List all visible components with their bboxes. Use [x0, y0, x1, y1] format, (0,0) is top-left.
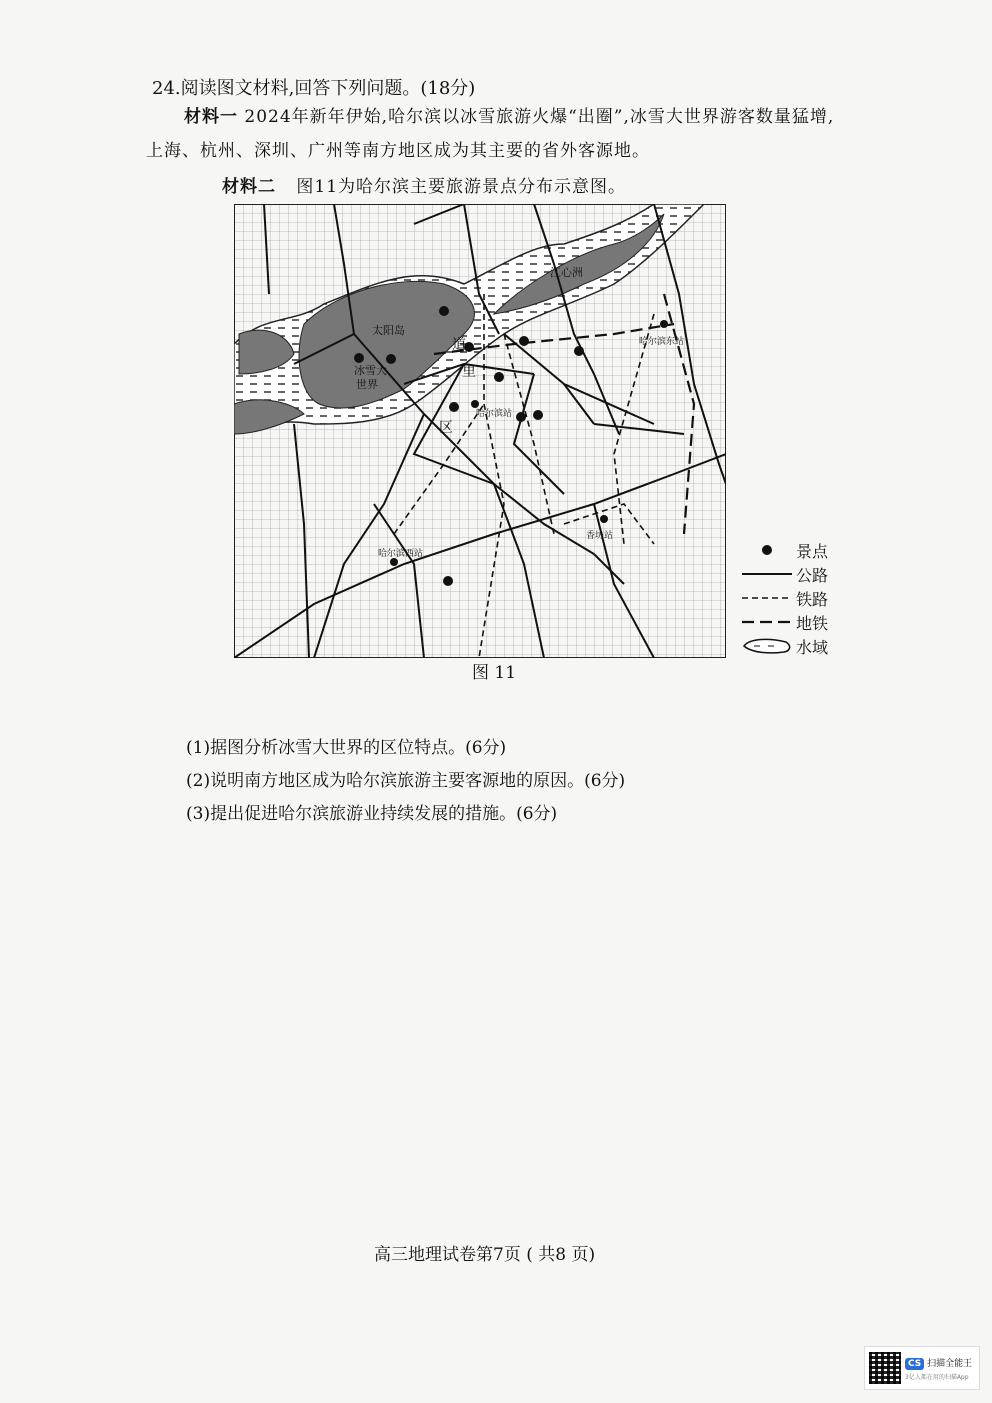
- label-district-2: 里: [462, 364, 476, 380]
- question-title: 24.阅读图文材料,回答下列问题。(18分): [152, 78, 476, 99]
- long-dash-line-icon: [738, 612, 796, 632]
- material-1-label: 材料一: [184, 107, 238, 127]
- label-xiangfang: 香坊站: [586, 531, 614, 541]
- label-harbin-west: 哈尔滨西站: [378, 549, 424, 559]
- legend-label: 铁路: [796, 589, 829, 609]
- label-district-1: 道: [452, 337, 466, 353]
- material-1-line1: 2024年新年伊始,哈尔滨以冰雪旅游火爆“出圈”,冰雪大世界游客数量猛增,: [244, 107, 835, 127]
- water-icon: [738, 636, 796, 656]
- label-harbin-station: 哈尔滨站: [476, 409, 513, 419]
- legend-item: [738, 538, 878, 562]
- legend-item: [738, 586, 878, 610]
- subquestion-2: (2)说明南方地区成为哈尔滨旅游主要客源地的原因。(6分): [186, 771, 626, 791]
- scanner-badge: [905, 1356, 972, 1381]
- cs-logo: CS: [905, 1358, 924, 1370]
- qr-code-icon: [869, 1352, 901, 1384]
- attraction-dot: [574, 346, 584, 356]
- label-district-3: 区: [439, 420, 453, 436]
- harbin-map: [234, 204, 726, 658]
- scanner-watermark: [864, 1346, 980, 1390]
- dashed-line-icon: [738, 588, 796, 608]
- map-legend: [738, 538, 878, 658]
- legend-label: 地铁: [796, 613, 829, 633]
- subquestion-3: (3)提出促进哈尔滨旅游业持续发展的措施。(6分): [186, 804, 558, 824]
- figure-caption: 图 11: [472, 663, 517, 683]
- attraction-dot: [386, 354, 396, 364]
- attraction-dot: [519, 336, 529, 346]
- station-marker: [660, 320, 668, 328]
- material-1: [146, 100, 964, 168]
- label-ice-world-1: 冰雪大: [354, 364, 387, 377]
- legend-label: 景点: [796, 541, 829, 561]
- legend-item: [738, 562, 878, 586]
- scanner-name: 扫描全能王: [927, 1358, 973, 1369]
- label-island: 太阳岛: [372, 324, 405, 337]
- attraction-dot: [494, 372, 504, 382]
- subquestion-1: (1)据图分析冰雪大世界的区位特点。(6分): [186, 738, 507, 758]
- attraction-dot: [443, 576, 453, 586]
- material-2: [222, 170, 626, 204]
- attraction-dot: [516, 412, 526, 422]
- page-footer: 高三地理试卷第7页 ( 共8 页): [374, 1245, 596, 1265]
- station-marker: [390, 558, 398, 566]
- legend-item: [738, 610, 878, 634]
- legend-item: [738, 634, 878, 658]
- material-2-text: 图11为哈尔滨主要旅游景点分布示意图。: [296, 177, 627, 197]
- station-marker: [471, 400, 479, 408]
- label-jiangxin: 江心洲: [550, 266, 583, 279]
- dot-icon: [738, 540, 796, 560]
- label-ice-world-2: 世界: [356, 378, 378, 391]
- scanner-tagline: 3亿人都在用的扫描App: [905, 1373, 969, 1381]
- station-marker: [600, 515, 608, 523]
- material-2-label: 材料二: [222, 177, 276, 197]
- attraction-dot: [449, 402, 459, 412]
- legend-label: 公路: [796, 565, 829, 585]
- material-1-line2: 上海、杭州、深圳、广州等南方地区成为其主要的省外客源地。: [146, 141, 650, 161]
- attraction-dot: [439, 306, 449, 316]
- legend-label: 水域: [796, 637, 829, 657]
- attraction-dot: [354, 353, 364, 363]
- label-harbin-east: 哈尔滨东站: [639, 337, 685, 347]
- solid-line-icon: [738, 564, 796, 584]
- attraction-dot: [533, 410, 543, 420]
